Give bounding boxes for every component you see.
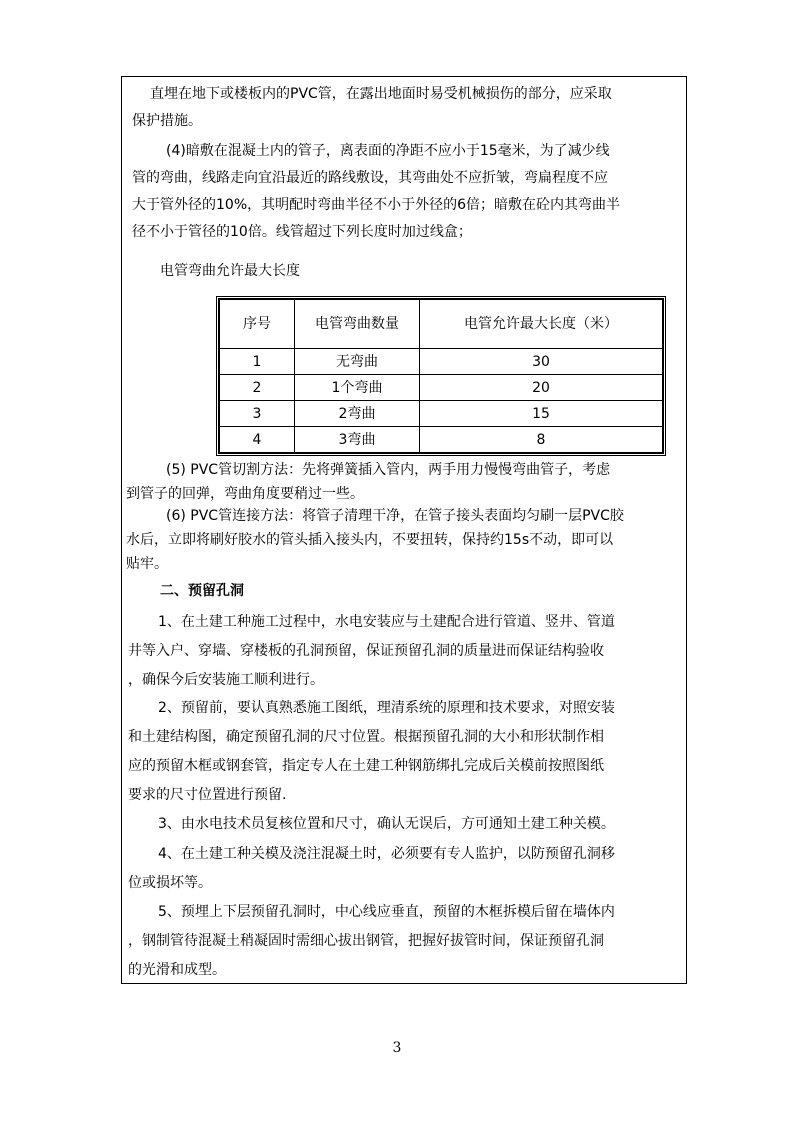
paragraph-step-5 — [122, 898, 686, 985]
table-cell: 1个弯曲 — [295, 375, 420, 401]
text-line: (6) PVC管连接方法：将管子清理干净，在管子接头表面均匀刷一层PVC胶 — [166, 508, 624, 524]
text-line: 贴牢。 — [126, 556, 168, 572]
paragraph-step-4 — [122, 840, 686, 898]
text-line: 1、在土建工种施工过程中，水电安装应与土建配合进行管道、竖井、管道 — [158, 614, 615, 630]
table-row — [220, 427, 663, 453]
header-cell-index: 序号 — [220, 300, 295, 349]
paragraph-step-3 — [122, 810, 686, 839]
table-cell: 8 — [420, 427, 663, 453]
text-line: 3、由水电技术员复核位置和尺寸，确认无误后，方可通知土建工种关模。 — [158, 816, 615, 832]
table-row — [220, 375, 663, 401]
text-line: ，钢制管待混凝土稍凝固时需细心拔出钢管，把握好拔管时间，保证预留孔洞 — [128, 933, 604, 949]
table-header-row — [220, 300, 663, 349]
text-line: 4、在土建工种关模及浇注混凝土时，必须要有专人监护，以防预留孔洞移 — [158, 846, 615, 862]
bend-length-table — [216, 296, 666, 456]
table-cell: 30 — [420, 349, 663, 375]
text-line: ，确保今后安装施工顺利进行。 — [128, 672, 324, 688]
header-cell-max-length: 电管允许最大长度（米） — [420, 300, 663, 349]
text-line: 应的预留木框或钢套管，指定专人在土建工种钢筋绑扎完成后关模前按照图纸 — [128, 758, 604, 774]
text-line: 5、预埋上下层预留孔洞时，中心线应垂直，预留的木框拆模后留在墙体内 — [158, 904, 615, 920]
paragraph-step-1 — [122, 608, 686, 695]
table-caption: 电管弯曲允许最大长度 — [160, 263, 300, 279]
text-line: 大于管外径的10%，其明配时弯曲半径不小于外径的6倍；暗敷在砼内其弯曲半 — [132, 197, 621, 213]
section-heading: 二、预留孔洞 — [160, 583, 244, 599]
header-cell-bends: 电管弯曲数量 — [295, 300, 420, 349]
page-number: 3 — [392, 1040, 402, 1056]
text-line: 和土建结构图，确定预留孔洞的尺寸位置。根据预留孔洞的大小和形状制作相 — [128, 729, 604, 745]
table-cell: 15 — [420, 401, 663, 427]
text-line: 位或损坏等。 — [128, 875, 212, 891]
paragraph-step-2 — [122, 694, 686, 810]
text-line: 径不小于管径的10倍。线管超过下列长度时加过线盒； — [132, 224, 472, 240]
text-line: 井等入户、穿墙、穿楼板的孔洞预留，保证预留孔洞的质量进而保证结构验收 — [128, 643, 604, 659]
table-row — [220, 349, 663, 375]
table-cell: 20 — [420, 375, 663, 401]
paragraph-item-4 — [122, 138, 686, 246]
table-cell: 无弯曲 — [295, 349, 420, 375]
text-line: 水后，立即将刷好胶水的管头插入接头内，不要扭转，保持约15s不动，即可以 — [126, 532, 614, 548]
paragraph-item-5 — [122, 458, 686, 506]
text-line: 直埋在地下或楼板内的PVC管，在露出地面时易受机械损伤的部分，应采取 — [150, 86, 612, 102]
table-cell: 3弯曲 — [295, 427, 420, 453]
text-line: (4)暗敷在混凝土内的管子，离表面的净距不应小于15毫米，为了减少线 — [166, 143, 610, 159]
text-line: 的光滑和成型。 — [128, 962, 226, 978]
paragraph-item-6 — [122, 504, 686, 576]
table-cell: 4 — [220, 427, 295, 453]
text-line: 2、预留前，要认真熟悉施工图纸，理清系统的原理和技术要求，对照安装 — [158, 700, 615, 716]
table-cell: 2 — [220, 375, 295, 401]
table-cell: 2弯曲 — [295, 401, 420, 427]
paragraph-pvc-protection — [122, 81, 686, 135]
table-cell: 1 — [220, 349, 295, 375]
text-line: 管的弯曲，线路走向宜沿最近的路线敷设，其弯曲处不应折皱，弯扁程度不应 — [132, 170, 608, 186]
text-line: (5) PVC管切割方法：先将弹簧插入管内，两手用力慢慢弯曲管子，考虑 — [166, 462, 611, 478]
text-line: 要求的尺寸位置进行预留. — [128, 787, 287, 803]
table-cell: 3 — [220, 401, 295, 427]
text-line: 到管子的回弹，弯曲角度要稍过一些。 — [126, 486, 364, 502]
table-row — [220, 401, 663, 427]
text-line: 保护措施。 — [132, 113, 202, 129]
